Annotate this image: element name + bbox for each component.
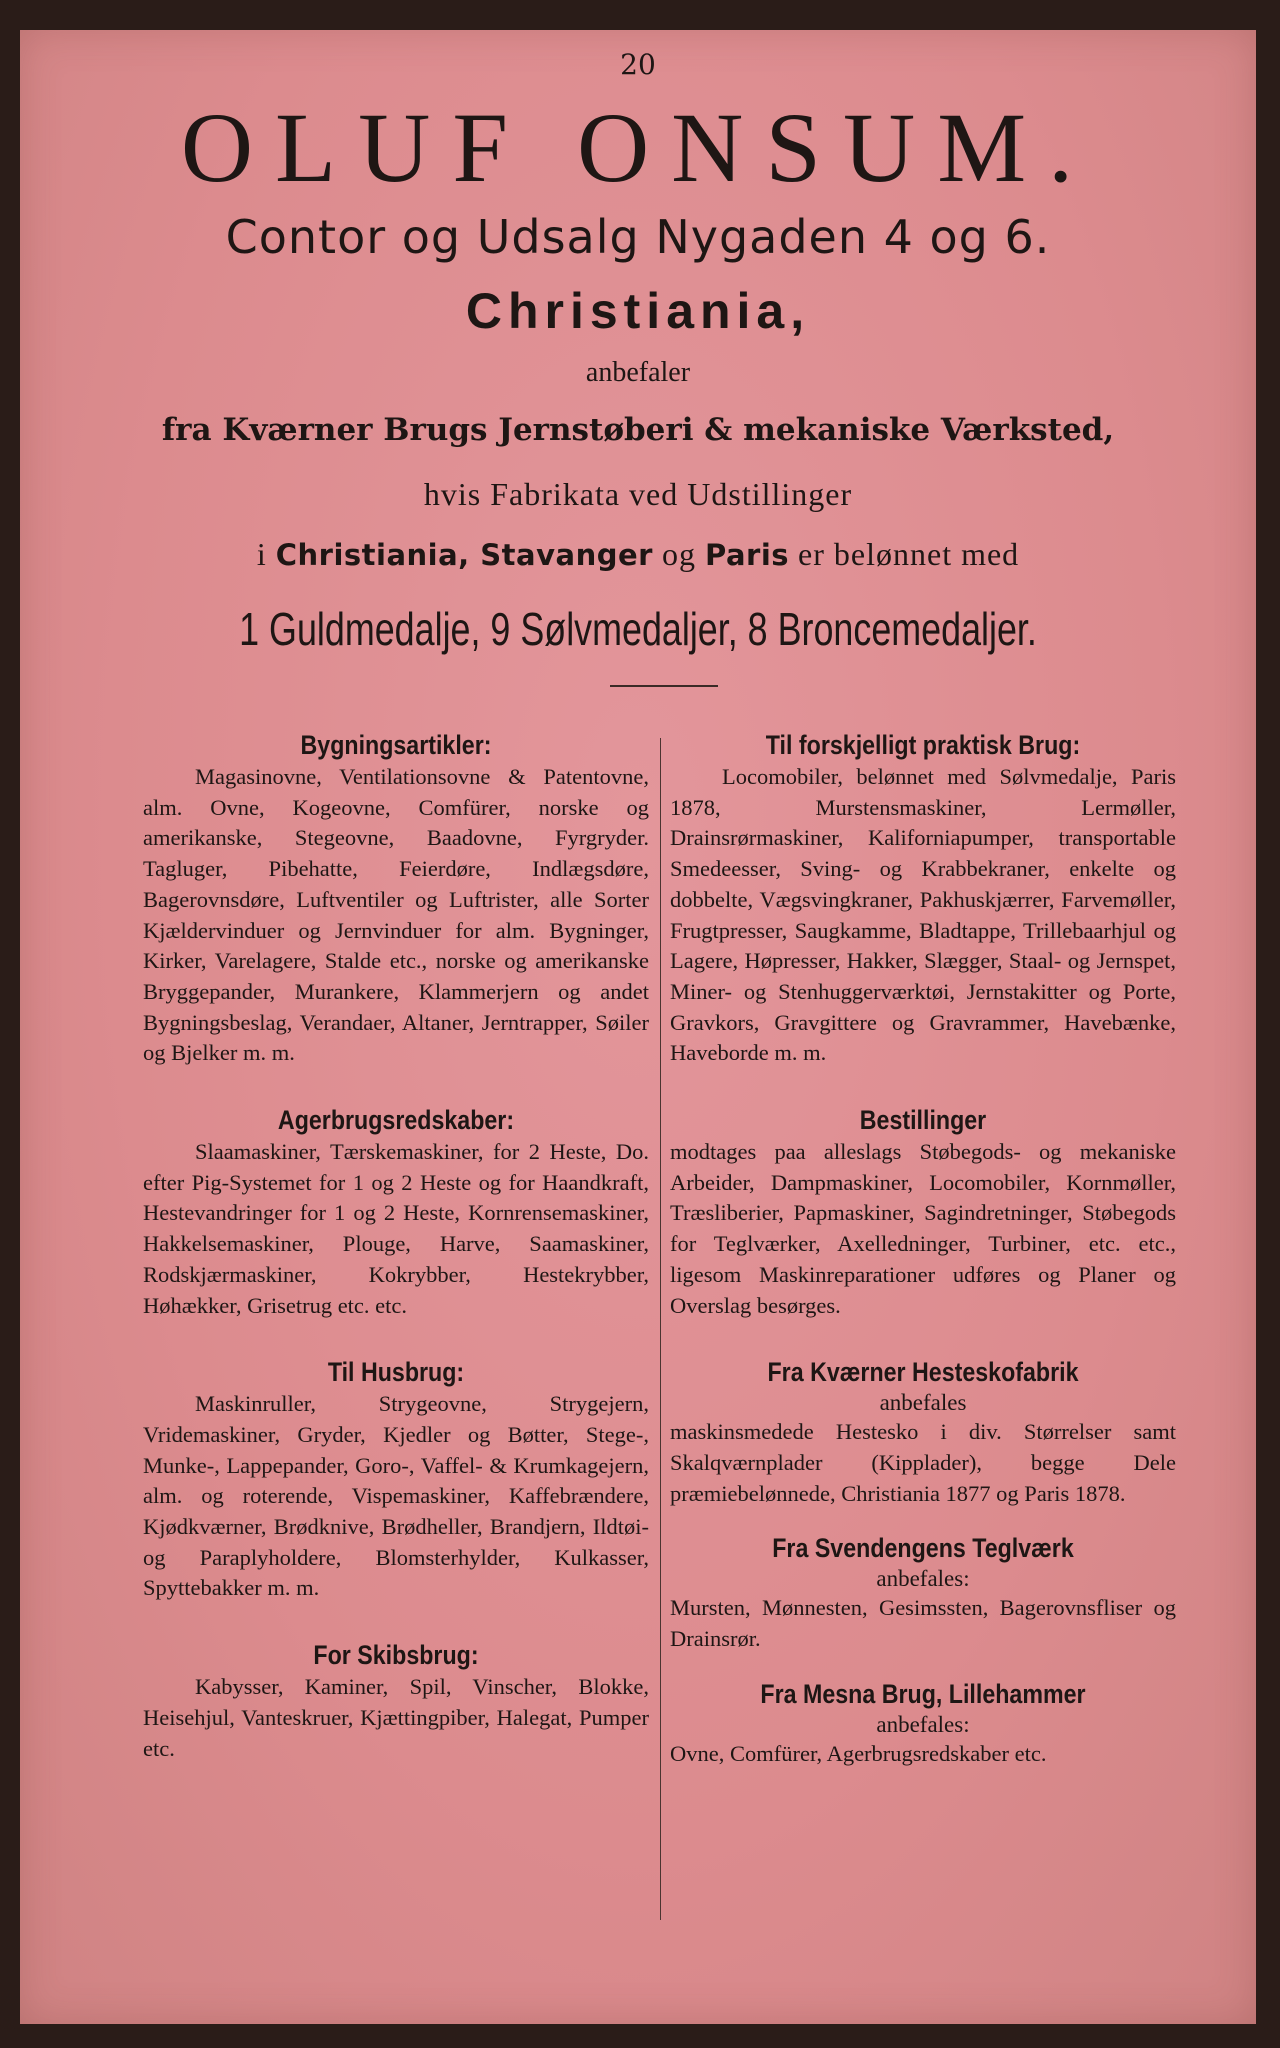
section-heading-teglvaerk: Fra Svendengens Teglværk: [772, 1533, 1074, 1564]
section-sub-hestesko: anbefales: [879, 1390, 967, 1416]
section-text-hestesko: maskinsmedede Hestesko i div. Størrelser samt Skalqværnplader (Kipplader), begge Dele præmiebelønnede, Christiania 1877 og Paris 1878.: [670, 1419, 1176, 1506]
section-heading-praktisk: Til forskjelligt praktisk Brug:: [765, 730, 1081, 760]
section-text-bestillinger: modtages paa alleslags Støbegods- og mekaniske Arbeider, Dampmaskiner, Locomobiler, Kornmøller, Træsliberier, Papmaskiner, Sagindretninger, Støbegods for Teglværker, Axelledninger, Turbiner, etc. etc., ligesom Maskinreparationer udføres og Planer og Overslag besørges.: [670, 1139, 1176, 1318]
section-heading-bestillinger: Bestillinger: [859, 1105, 987, 1136]
section-text-skibsbrug: Kabysser, Kaminer, Spil, Vinscher, Blokke, Heisehjul, Vanteskruer, Kjættingpiber, Halegat, Pumper etc.: [143, 1674, 649, 1761]
section-heading-hestesko: Fra Kværner Hesteskofabrik: [767, 1357, 1079, 1388]
divider-rule: [610, 685, 718, 687]
column-divider: [660, 738, 661, 1920]
foundry-line: fra Kværner Brugs Jernstøberi & mekaniske Værksted,: [161, 412, 1115, 448]
section-text-teglvaerk: Mursten, Mønnesten, Gesimssten, Bagerovnsfliser og Drainsrør.: [670, 1595, 1176, 1652]
section-text-praktisk: Locomobiler, belønnet med Sølvmedalje, Paris 1878, Murstensmaskiner, Lermøller, Drainsrørmaskiner, Kaliforniapumper, transportable Smedeesser, Sving- og Krabbekraner, enkelte og dobbelte, Vægsvingkraner, Pakhuskjærrer, Farvemøller, Frugtpresser, Saugkamme, Bladtappe, Trillebaarhjul og Lagere, Høpresser, Hakker, Slægger, Staal- og Jernspet, Miner- og Stenhuggerværktøi, Jernstakitter og Porte, Gravkors, Gravgittere og Gravrammer, Havebænke, Haveborde m. m.: [670, 764, 1176, 1066]
section-heading-skibsbrug: For Skibsbrug:: [313, 1640, 479, 1671]
section-sub-mesna: anbefales:: [876, 1711, 970, 1737]
section-text-agerbrug: Slaamaskiner, Tærskemaskiner, for 2 Heste, Do. efter Pig-Systemet for 1 og 2 Heste og for Haandkraft, Hestevandringer for 1 og 2 Heste, Kornrensemaskiner, Hakkelsemaskiner, Plouge, Harve, Saamaskiner, Rodskjærmaskiner, Kokrybber, Hestekrybber, Høhækker, Grisetrug etc. etc.: [143, 1139, 649, 1318]
section-text-mesna: Ovne, Comfürer, Agerbrugsredskaber etc.: [670, 1740, 1047, 1766]
cities-suffix: er belønnet med: [798, 536, 1020, 572]
section-heading-mesna: Fra Mesna Brug, Lillehammer: [760, 1678, 1086, 1709]
section-heading-husbrug: Til Husbrug:: [327, 1357, 465, 1388]
section-heading-bygning: Bygningsartikler:: [300, 730, 492, 760]
company-name: OLUF ONSUM.: [180, 92, 1096, 203]
exhibitions-line: hvis Fabrikata ved Udstillinger: [423, 476, 853, 512]
right-column: [670, 728, 1176, 1769]
city-name: Christiania,: [465, 283, 811, 339]
left-column: [143, 728, 649, 1764]
address-line: Contor og Udsalg Nygaden 4 og 6.: [225, 210, 1051, 264]
recommends-text: anbefaler: [585, 357, 691, 388]
section-sub-teglvaerk: anbefales:: [876, 1566, 970, 1592]
city-list-2: Paris: [704, 538, 790, 572]
exhibition-cities-line: [20, 536, 1256, 573]
page-number: 20: [620, 48, 656, 81]
city-list-1: Christiania, Stavanger: [275, 538, 653, 572]
section-text-bygning: Magasinovne, Ventilationsovne & Patentovne, alm. Ovne, Kogeovne, Comfürer, norske og amerikanske, Stegeovne, Baadovne, Fyrgryder. Tagluger, Pibehatte, Feierdøre, Indlægsdøre, Bagerovnsdøre, Luftventiler og Luftrister, alle Sorter Kjældervinduer og Jernvinduer for alm. Bygninger, Kirker, Varelagere, Stalde etc., norske og amerikanske Bryggepander, Murankere, Klammerjern og andet Bygningsbeslag, Verandaer, Altaner, Jerntrapper, Søiler og Bjelker m. m.: [143, 764, 649, 1066]
cities-og: og: [661, 536, 696, 572]
document-page: [20, 30, 1256, 2024]
medals-line: 1 Guldmedalje, 9 Sølvmedaljer, 8 Broncemedaljer.: [239, 603, 1037, 655]
cities-prefix: i: [256, 536, 267, 572]
section-text-husbrug: Maskinruller, Strygeovne, Strygejern, Vridemaskiner, Gryder, Kjedler og Bøtter, Stege-, Munke-, Lappepander, Goro-, Vaffel- & Krumkagejern, alm. og roterende, Vispemaskiner, Kaffebrændere, Kjødkværner, Brødknive, Brødheller, Brandjern, Ildtøi- og Paraplyholdere, Blomsterhylder, Kulkasser, Spyttebakker m. m.: [143, 1391, 649, 1601]
section-heading-agerbrug: Agerbrugsredskaber:: [277, 1105, 515, 1136]
